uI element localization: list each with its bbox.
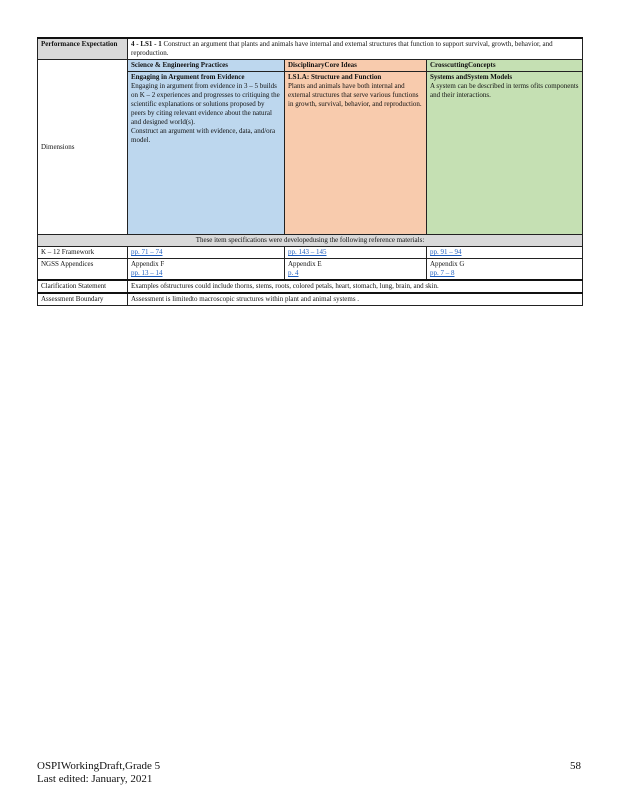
sep-title: Engaging in Argument from Evidence [131, 73, 245, 81]
reference-row [38, 235, 583, 247]
ngss-cc-appendix: Appendix G [430, 260, 465, 268]
k12-dci-link[interactable]: pp. 143 – 145 [288, 248, 327, 256]
cc-header: CrosscuttingConcepts [427, 60, 583, 72]
ngss-cc-cell [427, 259, 583, 281]
dimensions-label: Dimensions [38, 60, 128, 235]
pe-code: 4 - LS1 - 1 [131, 40, 162, 48]
ngss-sep-link[interactable]: pp. 13 – 14 [131, 269, 163, 277]
ngss-sep-appendix: Appendix F [131, 260, 165, 268]
clarification-label: Clarification Statement [38, 280, 128, 293]
ngss-appendices-row [38, 259, 583, 281]
dci-bullet: Plants and animals have both internal and external structures that serve various functions in growth, survival, behavior, and reproduction. [288, 82, 422, 108]
ngss-sep-cell [128, 259, 285, 281]
k12-sep-cell [128, 247, 285, 259]
clarification-text: Examples ofstructures could include thorns, stems, roots, colored petals, heart, stomach, lung, brain, and skin. [128, 280, 583, 293]
ngss-dci-appendix: Appendix E [288, 260, 322, 268]
reference-text: These item specifications were developedusing the following reference materials: [38, 235, 583, 247]
pe-cell [128, 38, 583, 60]
dci-title: LS1.A: Structure and Function [288, 73, 382, 81]
k12-cc-link[interactable]: pp. 91 – 94 [430, 248, 462, 256]
ngss-label: NGSS Appendices [38, 259, 128, 281]
k12-cc-cell [427, 247, 583, 259]
clarification-row [38, 280, 583, 293]
item-specification-table [37, 37, 583, 306]
sep-body-cell [128, 72, 285, 235]
ngss-dci-link[interactable]: p. 4 [288, 269, 299, 277]
cc-bullet: A system can be described in terms ofits components and their interactions. [430, 82, 579, 99]
assessment-boundary-label: Assessment Boundary [38, 293, 128, 306]
page-number: 58 [570, 760, 581, 772]
sep-header: Science & Engineering Practices [128, 60, 285, 72]
footer-last-edited: Last edited: January, 2021 [37, 773, 153, 785]
k12-framework-row [38, 247, 583, 259]
sep-bullet: Construct an argument with evidence, data, and/ora model. [131, 127, 276, 144]
k12-dci-cell [285, 247, 427, 259]
assessment-boundary-row [38, 293, 583, 306]
performance-expectation-row [38, 38, 583, 60]
footer-draft-title: OSPIWorkingDraft,Grade 5 [37, 760, 161, 772]
assessment-boundary-text: Assessment is limitedto macroscopic structures within plant and animal systems . [128, 293, 583, 306]
cc-title: Systems andSystem Models [430, 73, 513, 81]
dci-header: DisciplinaryCore Ideas [285, 60, 427, 72]
sep-bullet-line [131, 127, 281, 145]
ngss-dci-cell [285, 259, 427, 281]
dci-bullet-line [288, 82, 423, 109]
sep-body: Engaging in argument from evidence in 3 – 5 builds on K – 2 experiences and progresses to critiquing the scientific explanations or solutions proposed by peers by citing relevant evidence about the natural and designed world(s). [131, 82, 280, 126]
ngss-cc-link[interactable]: pp. 7 – 8 [430, 269, 455, 277]
pe-label: Performance Expectation [38, 38, 128, 60]
k12-label: K – 12 Framework [38, 247, 128, 259]
dimensions-header-row [38, 60, 583, 72]
page-footer [37, 760, 160, 786]
dci-body-cell [285, 72, 427, 235]
pe-text: Construct an argument that plants and animals have internal and external structures that function to support survival, growth, behavior, and reproduction. [131, 40, 553, 57]
k12-sep-link[interactable]: pp. 71 – 74 [131, 248, 163, 256]
cc-body-cell [427, 72, 583, 235]
cc-bullet-line [430, 82, 579, 100]
